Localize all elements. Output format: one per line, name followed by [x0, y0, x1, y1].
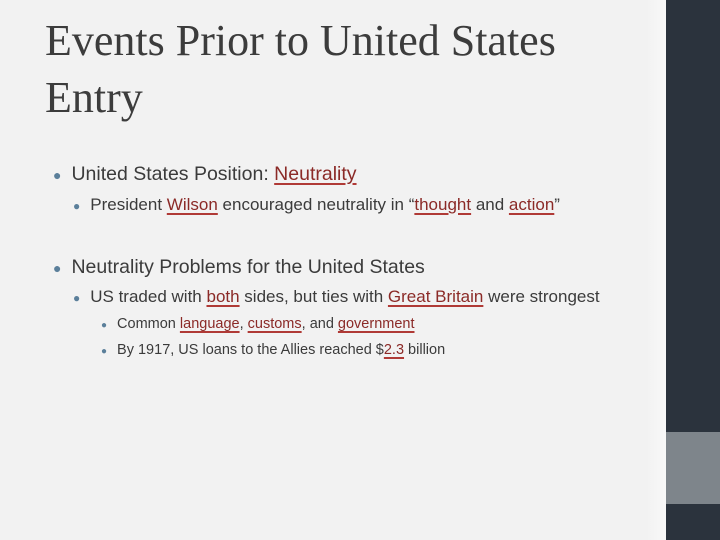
bullet-icon: ●: [101, 320, 108, 331]
highlight-action: action: [508, 195, 555, 214]
highlight-wilson: Wilson: [166, 195, 218, 214]
highlight-language: language: [179, 316, 240, 332]
text-segment: United States Position:: [71, 163, 275, 185]
highlight-great-britain: Great Britain: [387, 287, 484, 306]
text-segment: sides, but ties with: [239, 287, 388, 306]
bullet-level3-loans: [101, 342, 445, 358]
text-segment: US traded with: [90, 287, 207, 306]
bullet-icon: ●: [53, 167, 62, 183]
bullet-text: [90, 287, 599, 307]
slide-title: Events Prior to United States Entry: [45, 16, 556, 122]
text-segment: and: [471, 195, 509, 214]
bullet-text: [117, 342, 445, 358]
highlight-neutrality: Neutrality: [274, 163, 357, 185]
text-segment: encouraged neutrality in “: [217, 195, 415, 214]
text-segment: Common: [117, 316, 180, 332]
bullet-icon: ●: [53, 260, 62, 276]
bullet-icon: ●: [73, 291, 81, 305]
highlight-both: both: [206, 287, 240, 306]
text-segment: billion: [404, 342, 446, 358]
text-segment: ,: [239, 316, 248, 332]
bullet-level2-wilson: [73, 195, 560, 215]
bullet-level2-trade: [73, 287, 600, 307]
highlight-government: government: [337, 316, 415, 332]
highlight-thought: thought: [414, 195, 472, 214]
text-segment: By 1917, US loans to the Allies reached $: [117, 342, 384, 358]
text-segment: , and: [301, 316, 338, 332]
bullet-text: [71, 163, 356, 186]
bullet-text: Neutrality Problems for the United States: [71, 256, 425, 278]
bullet-level1-position: [53, 163, 357, 186]
bullet-level1-problems: [53, 256, 425, 279]
bullet-icon: ●: [101, 346, 108, 357]
bullet-text: [117, 316, 414, 332]
highlight-loan-amount: 2.3: [383, 342, 405, 358]
bullet-level3-common: [101, 316, 415, 332]
text-segment: were strongest: [483, 287, 600, 306]
bullet-icon: ●: [73, 199, 81, 213]
text-segment: ”: [554, 195, 560, 214]
highlight-customs: customs: [247, 316, 302, 332]
bullet-text: [90, 195, 560, 215]
text-segment: President: [90, 195, 167, 214]
decorative-sidebar-accent: [666, 432, 720, 504]
